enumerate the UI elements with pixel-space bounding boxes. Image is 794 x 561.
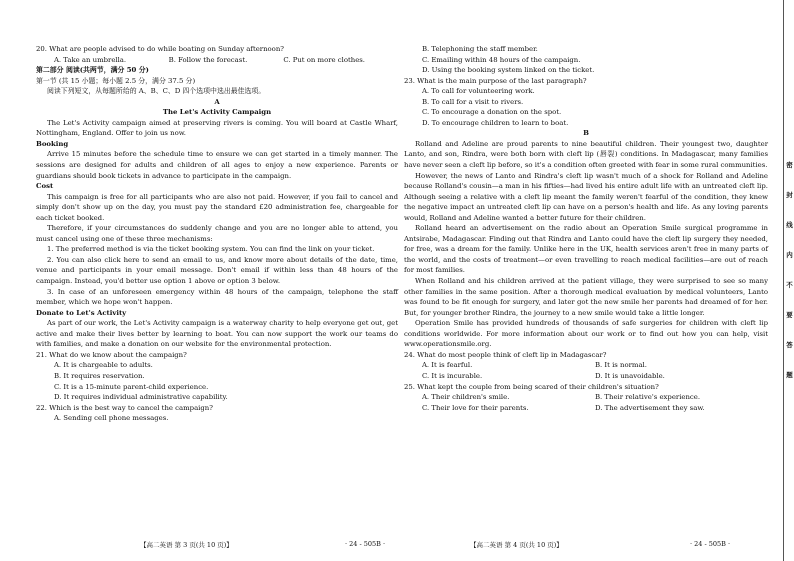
intro-paragraph: The Let's Activity campaign aimed at preserving rivers is coming. You will board at Castle Wharf, Nottingham, England. Offer to join us now.	[36, 118, 398, 138]
question-20: 20. What are people advised to do while boating on Sunday afternoon?	[36, 45, 284, 53]
passage-title: The Let's Activity Campaign	[162, 108, 272, 117]
option: D. It is unavoidable.	[594, 371, 665, 380]
question-20-options	[36, 55, 398, 66]
option: A. Sending cell phone messages.	[53, 414, 169, 423]
option: C. To encourage a donation on the spot.	[421, 108, 562, 117]
donate-heading: Donate to Let's Activity	[36, 308, 127, 317]
right-column	[404, 44, 768, 413]
booking-paragraph: Arrive 15 minutes before the schedule time to ensure we can get started in a timely manner. The sessions are designed for adults and children of all ages to enjoy a new experience. Parents or guardians should book tickets in advance to participate in the campaign.	[36, 150, 398, 180]
question-24-options-row-1	[404, 360, 768, 371]
right-page-code: · 24 - 505B ·	[690, 540, 731, 548]
option: C. Emailing within 48 hours of the campaign.	[421, 55, 581, 64]
cost-paragraph-2: Therefore, if your circumstances do suddenly change and you are no longer able to attend, you must cancel using one of these three mechanisms:	[36, 224, 398, 243]
passage-b-paragraph-5: Operation Smile has provided hundreds of thousands of safe surgeries for children with cleft lip conditions worldwide. For more information about our work or to find out how you can help, visit www.operationsmile.org.	[404, 319, 768, 349]
right-page-footer: 【高二英语 第 4 页(共 10 页)】	[470, 541, 563, 549]
passage-b-paragraph-4: When Rolland and his children arrived at the patient village, they were surprised to see so many other families in the same position. After a thorough medical evaluation by medical volunteers, Lanto was found to be fit enough for surgery, and later got the new smile her parents had dreamed of for her. But, for younger brother Rindra, the journey to a new smile would take a little longer.	[404, 277, 768, 317]
option: B. It requires reservation.	[53, 371, 145, 380]
section-one-heading: 第一节 (共 15 小题；每小题 2.5 分，满分 37.5 分)	[36, 76, 196, 85]
question-24-options-row-2	[404, 371, 768, 382]
left-column	[36, 44, 398, 424]
option: D. To encourage children to learn to boat.	[421, 118, 569, 127]
option: C. It is incurable.	[421, 371, 483, 380]
question-21: 21. What do we know about the campaign?	[36, 350, 187, 359]
passage-b-paragraph-3: Rolland heard an advertisement on the radio about an Operation Smile surgical programme in Antsirabe, Madagascar. Finding out that Rindra and Lanto could have the cleft lip surgery they needed, for free, was a dream for the family. Unlike here in the UK, health services aren't free in many parts of the world, and the costs of treatment—or even travelling to reach medical facilities—are out of reach for most families.	[404, 224, 768, 275]
option: B. It is normal.	[594, 361, 647, 370]
option: A. It is fearful.	[421, 361, 473, 370]
instruction: 阅读下列短文，从每题所给的 A、B、C、D 四个选项中选出最佳选项。	[47, 87, 266, 96]
mechanism-2: 2. You can also click here to send an email to us, and know more about details of the date, time, venue and participants in your email message. Don't email if within less than 48 hours of the campaign. Instead, you'd better use option 1 above or option 3 below.	[36, 255, 398, 286]
mechanism-1: 1. The preferred method is via the ticket booking system. You can find the link on your ticket.	[47, 245, 375, 254]
mechanism-3: 3. In case of an unforeseen emergency within 48 hours of the campaign, telephone the staff member, which we hope won't happen.	[36, 287, 398, 307]
question-24: 24. What do most people think of cleft lip in Madagascar?	[404, 350, 607, 359]
option: B. To call for a visit to rivers.	[421, 97, 524, 106]
part-two-heading: 第二部分 阅读(共两节，满分 50 分)	[36, 66, 149, 75]
option: D. It requires individual administrative capability.	[53, 393, 228, 402]
option: A. Take an umbrella.	[53, 55, 127, 64]
option: D. Using the booking system linked on the ticket.	[421, 66, 595, 75]
left-page-footer: 【高二英语 第 3 页(共 10 页)】	[140, 541, 233, 549]
option: C. Put on more clothes.	[283, 55, 365, 64]
question-25-options-row-2	[404, 403, 768, 414]
seal-line	[783, 0, 784, 561]
option: A. Their children's smile.	[421, 393, 510, 402]
passage-letter-a: A	[214, 97, 220, 106]
option: B. Telephoning the staff member.	[421, 45, 538, 53]
option: C. Their love for their parents.	[421, 403, 529, 412]
passage-b-paragraph-2: However, the news of Lanto and Rindra's cleft lip wasn't much of a shock for Rolland and Adeline because Rolland's cousin—a man in his fifties—had lived his entire adult life with an untreated cleft lip. Although seeing a relative with a cleft lip meant the family weren't fearful of the condition, they knew the negative impact an untreated cleft lip can have on a person's health and life. As any loving parents would, Rolland and Adeline wanted a better future for their children.	[404, 171, 768, 222]
question-25-options-row-1	[404, 392, 768, 403]
question-22: 22. Which is the best way to cancel the campaign?	[36, 403, 213, 412]
passage-b-paragraph-1: Rolland and Adeline are proud parents to nine beautiful children. Their youngest two, daughter Lanto, and son, Rindra, were both born with cleft lip (唇裂) conditions. In Madagascar, many families have never seen a cleft lip before, so it's a condition often greeted with fear in some rural communities.	[404, 139, 768, 170]
passage-letter-b: B	[583, 129, 589, 138]
option: D. The advertisement they saw.	[594, 403, 705, 412]
booking-heading: Booking	[36, 139, 69, 148]
cost-heading: Cost	[36, 182, 54, 191]
seal-line-notice: 密 封 线 内 不 要 答 题	[786, 161, 793, 379]
option: B. Their relative's experience.	[594, 393, 701, 402]
question-25: 25. What kept the couple from being scared of their children's situation?	[404, 382, 659, 391]
option: C. It is a 15-minute parent-child experience.	[53, 382, 209, 391]
cost-paragraph-1: This campaign is free for all participants who are also not paid. However, if you fail to cancel and simply don't show up on the day, you must pay the standard £20 administration fee, chargeable for each ticket booked.	[36, 192, 398, 222]
option: B. Follow the forecast.	[168, 55, 248, 64]
option: A. It is chargeable to adults.	[53, 361, 153, 370]
option: A. To call for volunteering work.	[421, 87, 535, 96]
donate-paragraph: As part of our work, the Let's Activity campaign is a waterway charity to help everyone get out, get active and make their lives better by learning to boat. You can now support the work our teams do with families, and make a donation on our website for the environmental protection.	[36, 319, 398, 349]
question-23: 23. What is the main purpose of the last paragraph?	[404, 76, 587, 85]
left-page-code: · 24 - 505B ·	[345, 540, 386, 548]
